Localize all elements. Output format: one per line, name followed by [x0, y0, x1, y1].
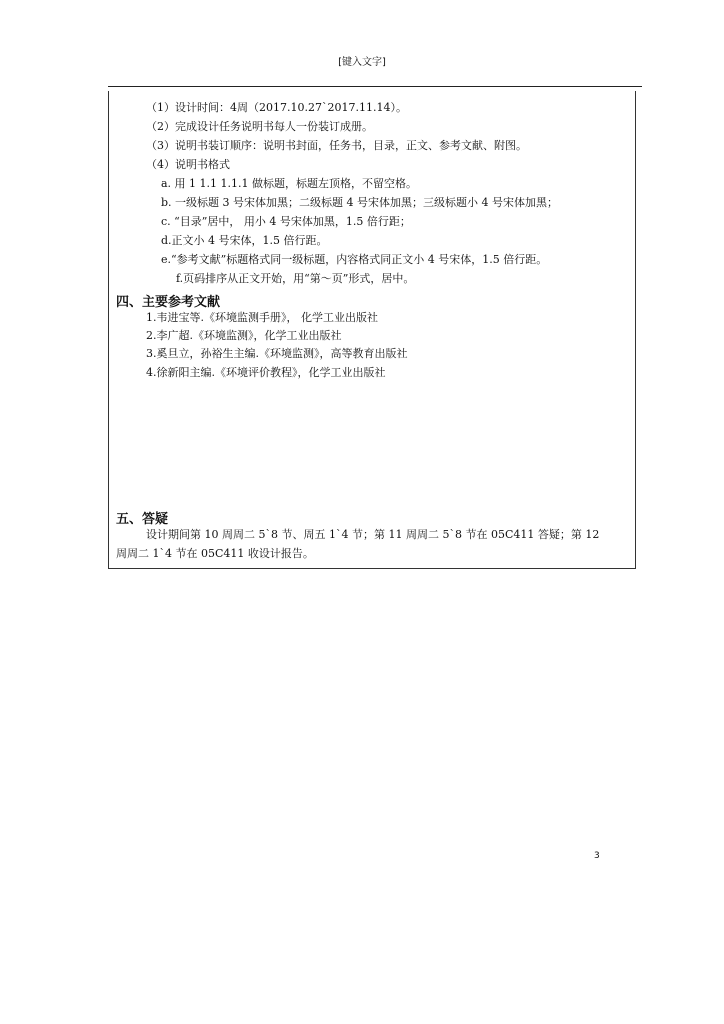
format-subitem: a. 用 1 1.1 1.1.1 做标题，标题左顶格，不留空格。 [161, 177, 418, 190]
format-subitem: c. “目录”居中， 用小 4 号宋体加黑，1.5 倍行距； [161, 215, 411, 228]
section-heading-qa: 五、答疑 [116, 512, 169, 527]
format-subitem: b. 一级标题 3 号宋体加黑；二级标题 4 号宋体加黑；三级标题小 4 号宋体加黑； [161, 196, 559, 209]
format-subitem: d.正文小 4 号宋体，1.5 倍行距。 [161, 234, 328, 247]
reference-item: 4.徐新阳主编.《环境评价教程》，化学工业出版社 [146, 366, 386, 379]
qa-paragraph-line: 设计期间第 10 周周二 5`8 节、周五 1`4 节；第 11 周周二 5`8 节在 05C411 答疑；第 12 [146, 528, 600, 541]
header-rule [108, 86, 642, 87]
reference-item: 2.李广超.《环境监测》，化学工业出版社 [146, 329, 342, 342]
format-item: （3）说明书装订顺序：说明书封面，任务书，目录，正文、参考文献、附图。 [146, 139, 527, 152]
page-number: 3 [594, 851, 600, 861]
section-heading-references: 四、主要参考文献 [116, 295, 221, 310]
format-subitem: e.“参考文献”标题格式同一级标题，内容格式同正文小 4 号宋体，1.5 倍行距。 [161, 253, 548, 266]
format-item: （4）说明书格式 [146, 158, 230, 171]
format-subitem: f.页码排序从正文开始，用“第～页”形式，居中。 [176, 272, 415, 285]
format-item: （1）设计时间：4周（2017.10.27`2017.11.14）。 [146, 101, 407, 114]
reference-item: 3.奚旦立，孙裕生主编.《环境监测》，高等教育出版社 [146, 347, 408, 360]
page-header: [键入文字] [338, 57, 386, 68]
format-item: （2）完成设计任务说明书每人一份装订成册。 [146, 120, 373, 133]
qa-paragraph-line: 周周二 1`4 节在 05C411 收设计报告。 [116, 547, 314, 560]
reference-item: 1.韦进宝等.《环境监测手册》， 化学工业出版社 [146, 311, 378, 324]
